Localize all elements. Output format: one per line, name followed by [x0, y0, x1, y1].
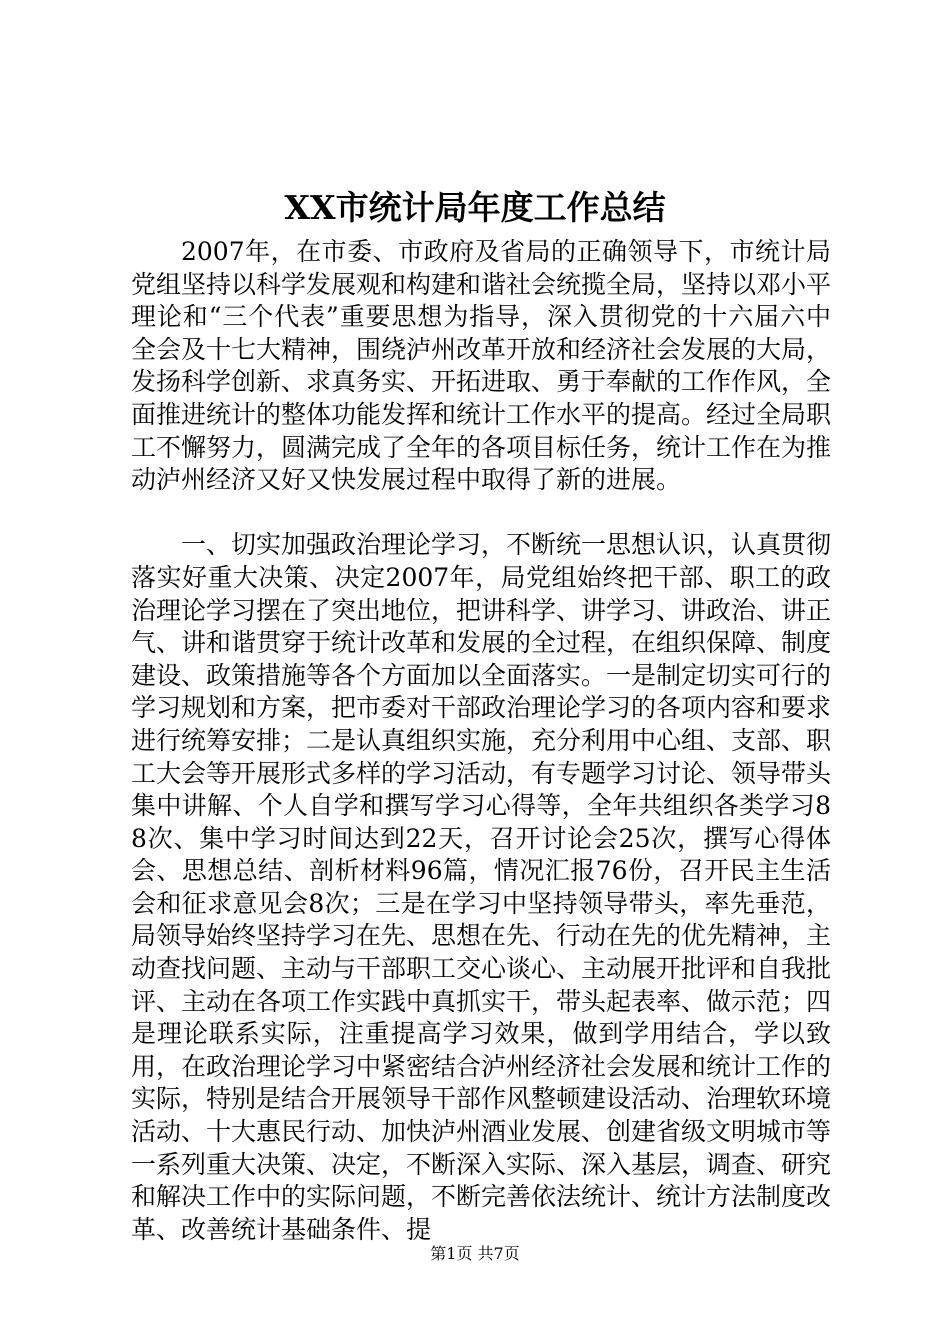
paragraph-section-one: 一、切实加强政治理论学习，不断统一思想认识，认真贯彻落实好重大决策、决定2007年，局党组始终把干部、职工的政治理论学习摆在了突出地位，把讲科学、讲学习、讲政治、讲正气、讲和谐贯穿于统计改革和发展的全过程，在组织保障、制度建设、政策措施等各个方面加以全面落实。一是制定切实可行的学习规划和方案，把市委对干部政治理论学习的各项内容和要求进行统筹安排；二是认真组织实施，充分利用中心组、支部、职工大会等开展形式多样的学习活动，有专题学习讨论、领导带头集中讲解、个人自学和撰写学习心得等，全年共组织各类学习88次、集中学习时间达到22天，召开讨论会25次，撰写心得体会、思想总结、剖析材料96篇，情况汇报76份，召开民主生活会和征求意见会8次；三是在学习中坚持领导带头，率先垂范，局领导始终坚持学习在先、思想在先、行动在先的优先精神，主动查找问题、主动与干部职工交心谈心、主动展开批评和自我批评、主动在各项工作实践中真抓实干，带头起表率、做示范；四是理论联系实际，注重提高学习效果，做到学用结合，学以致用，在政治理论学习中紧密结合泸州经济社会发展和统计工作的实际，特别是结合开展领导干部作风整顿建设活动、治理软环境活动、十大惠民行动、加快泸州酒业发展、创建省级文明城市等一系列重大决策、决定，不断深入实际、深入基层，调查、研究和解决工作中的实际问题，不断完善依法统计、统计方法制度改革、改善统计基础条件、提 — [131, 530, 832, 1244]
document-title: XX市统计局年度工作总结 — [284, 188, 666, 227]
page-number-footer: 第1页 共7页 — [430, 1244, 520, 1263]
paragraph-intro: 2007年，在市委、市政府及省局的正确领导下，市统计局党组坚持以科学发展观和构建和谐社会统揽全局，坚持以邓小平理论和“三个代表”重要思想为指导，深入贯彻党的十六届六中全会及十七大精神，围绕泸州改革开放和经济社会发展的大局，发扬科学创新、求真务实、开拓进取、勇于奉献的工作作风，全面推进统计的整体功能发挥和统计工作水平的提高。经过全局职工不懈努力，圆满完成了全年的各项目标任务，统计工作在为推动泸州经济又好又快发展过程中取得了新的进展。 — [131, 237, 832, 495]
document-body — [131, 236, 831, 1246]
